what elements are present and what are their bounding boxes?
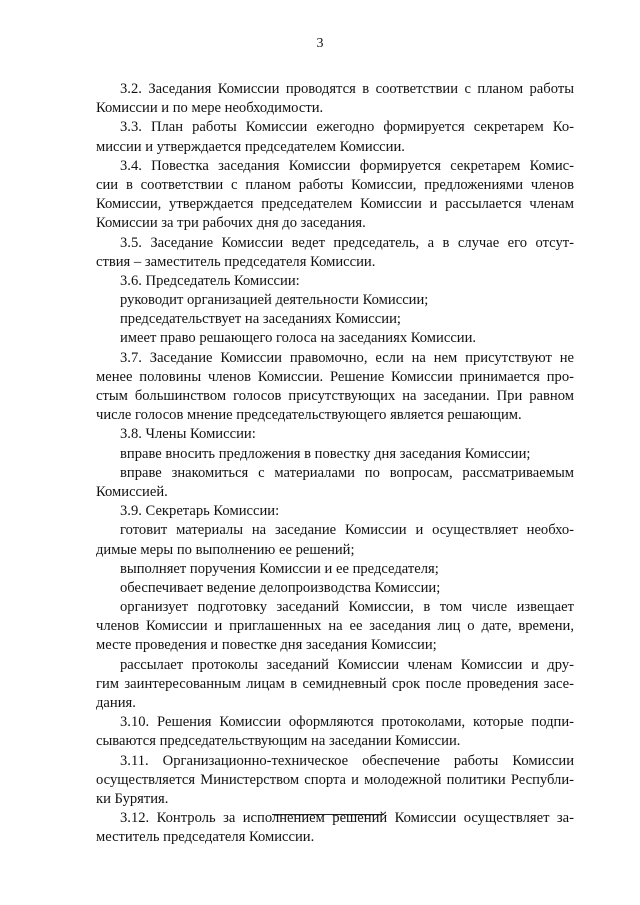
text-line: сии в соответствии с планом работы Комиссии, предложениями членов	[96, 176, 574, 193]
text-line: выполняет поручения Комиссии и ее председателя;	[120, 560, 439, 577]
text-line: Комиссии, утверждается председателем Комиссии и рассылается членам	[96, 196, 574, 213]
text-line: 3.2. Заседания Комиссии проводятся в соответствии с планом работы	[120, 81, 574, 97]
text-line: имеет право решающего голоса на заседаниях Комиссии.	[120, 330, 477, 347]
text-line: организует подготовку заседаний Комиссии, в том числе извещает	[120, 599, 574, 616]
text-line: димые меры по выполнению ее решений;	[96, 541, 355, 558]
text-line: меститель председателя Комиссии.	[96, 829, 315, 846]
text-line: ки Бурятия.	[96, 790, 169, 807]
text-line: готовит материалы на заседание Комиссии и осуществляет необхо-	[120, 522, 574, 539]
text-line: 3.10. Решения Комиссии оформляются протоколами, которые подпи-	[120, 714, 574, 731]
text-line: 3.12. Контроль за исполнением решений Комиссии осуществляет за-	[120, 810, 574, 827]
page-number: 3	[316, 36, 324, 51]
text-line: вправе знакомиться с материалами по вопросам, рассматриваемым	[120, 464, 574, 481]
text-line: Комиссией.	[96, 483, 168, 500]
text-line: 3.9. Секретарь Комиссии:	[120, 503, 280, 520]
text-line: 3.4. Повестка заседания Комиссии формируется секретарем Комис-	[120, 157, 574, 174]
text-line: менее половины членов Комиссии. Решение Комиссии принимается про-	[96, 368, 574, 385]
text-line: 3.3. План работы Комиссии ежегодно формируется секретарем Ко-	[120, 119, 574, 136]
document-body	[96, 80, 574, 848]
text-line: 3.11. Организационно-техническое обеспечение работы Комиссии	[120, 752, 574, 769]
text-line: членов Комиссии и приглашенных на ее заседания лиц о дате, времени,	[96, 618, 574, 635]
text-line: 3.7. Заседание Комиссии правомочно, если на нем присутствуют не	[120, 349, 574, 366]
text-line: стым большинством голосов присутствующих на заседании. При равном	[96, 388, 574, 404]
text-line: 3.5. Заседание Комиссии ведет председатель, а в случае его отсут-	[120, 234, 574, 251]
text-line: Комиссии за три рабочих дня до заседания.	[96, 215, 366, 232]
text-line: числе голосов мнение председательствующего является решающим.	[96, 407, 522, 424]
text-line: председательствует на заседаниях Комиссии;	[120, 311, 401, 328]
text-line: ствия – заместитель председателя Комиссии.	[96, 253, 376, 270]
text-line: вправе вносить предложения в повестку дня заседания Комиссии;	[120, 445, 531, 462]
text-line: рассылает протоколы заседаний Комиссии членам Комиссии и дру-	[120, 656, 574, 673]
text-line: руководит организацией деятельности Комиссии;	[120, 292, 429, 309]
text-line: сываются председательствующим на заседании Комиссии.	[96, 733, 461, 750]
text-line: дания.	[96, 695, 136, 711]
text-line: Комиссии и по мере необходимости.	[96, 100, 324, 117]
text-line: осуществляется Министерством спорта и молодежной политики Республи-	[96, 771, 574, 788]
end-divider	[272, 814, 384, 815]
text-line: гим заинтересованным лицам в семидневный срок после проведения засе-	[96, 675, 574, 692]
text-line: 3.8. Члены Комиссии:	[120, 426, 256, 443]
text-line: месте проведения и повестке дня заседания Комиссии;	[96, 637, 437, 654]
text-line: 3.6. Председатель Комиссии:	[120, 272, 300, 289]
text-line: миссии и утверждается председателем Комиссии.	[96, 138, 405, 155]
text-line: обеспечивает ведение делопроизводства Комиссии;	[120, 579, 441, 596]
